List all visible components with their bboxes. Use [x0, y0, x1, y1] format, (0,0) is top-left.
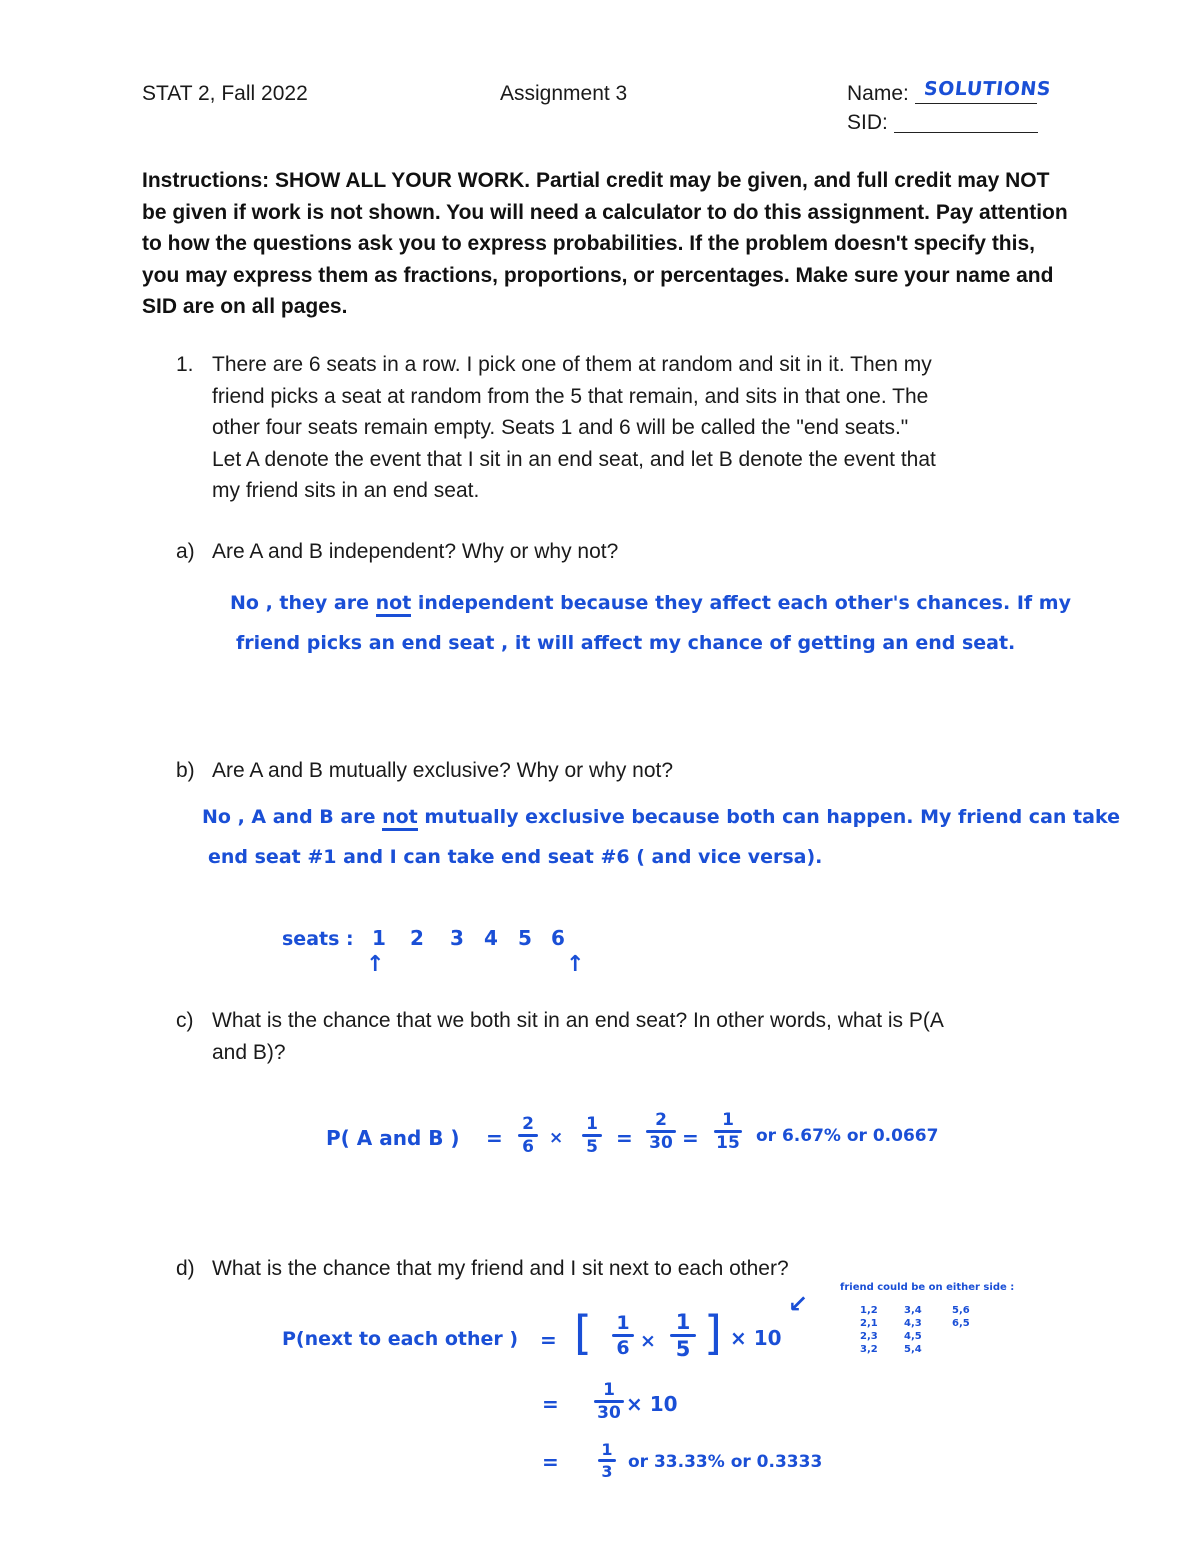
part-c-question	[212, 1005, 944, 1068]
numerator: 1	[722, 1110, 734, 1130]
part-b-label: b)	[176, 759, 195, 782]
seat-number: 6	[551, 926, 565, 950]
left-bracket: [	[574, 1306, 592, 1360]
problem-line: Let A denote the event that I sit in an end seat, and let B denote the event that	[212, 447, 936, 471]
seat-number: 3	[450, 926, 464, 950]
denominator: 3	[601, 1462, 613, 1481]
problem-line: friend picks a seat at random from the 5 that remain, and sits in that one. The	[212, 384, 929, 408]
name-value: SOLUTIONS	[922, 78, 1053, 100]
part-c-question-line: and B)?	[212, 1040, 286, 1064]
pair-column	[860, 1304, 878, 1356]
part-b-question: Are A and B mutually exclusive? Why or why not?	[212, 759, 674, 782]
numerator: 1	[586, 1114, 598, 1134]
pair: 3,2	[860, 1344, 878, 1355]
part-c-label: c)	[176, 1009, 194, 1032]
denominator: 30	[597, 1403, 621, 1423]
equals-sign: =	[616, 1126, 633, 1150]
answer-text: No , they are	[230, 592, 369, 614]
denominator: 5	[675, 1337, 691, 1361]
problem-line: There are 6 seats in a row. I pick one of them at random and sit in it. Then my	[212, 353, 932, 376]
seat-number: 2	[410, 926, 424, 950]
pair: 4,5	[904, 1331, 922, 1342]
equals-sign: =	[540, 1328, 557, 1352]
numerator: 2	[522, 1114, 534, 1134]
part-d-lhs: P(next to each other )	[282, 1328, 519, 1350]
part-a-label: a)	[176, 540, 195, 563]
problem-line: other four seats remain empty. Seats 1 and 6 will be called the "end seats."	[212, 416, 909, 439]
name-label: Name:	[847, 82, 909, 105]
answer-text: independent because they affect each other's chances. If my	[417, 592, 1071, 614]
arrow-down-left-icon: ↙	[788, 1290, 809, 1318]
seat-number: 1	[372, 926, 386, 950]
fraction	[646, 1110, 676, 1153]
part-a-answer-line1	[230, 592, 1071, 614]
fraction	[582, 1114, 602, 1157]
sid-label: SID:	[847, 111, 888, 134]
fraction	[518, 1114, 538, 1157]
numerator: 1	[675, 1310, 691, 1334]
part-d-label: d)	[176, 1257, 195, 1280]
answer-not-underlined: not	[382, 806, 418, 831]
assignment-title: Assignment 3	[500, 82, 628, 105]
multiplier: × 10	[730, 1326, 782, 1350]
arrow-up-icon: ↑	[566, 952, 585, 977]
part-d-tail: or 33.33% or 0.3333	[628, 1452, 823, 1472]
part-a-answer-line2: friend picks an end seat , it will affect my chance of getting an end seat.	[236, 632, 1016, 654]
seat-number: 4	[484, 926, 498, 950]
pair: 2,3	[860, 1331, 878, 1342]
multiplier: × 10	[626, 1392, 678, 1416]
name-line	[915, 103, 1037, 104]
equals-sign: =	[542, 1450, 559, 1474]
equals-sign: =	[486, 1126, 503, 1150]
part-d-question: What is the chance that my friend and I sit next to each other?	[212, 1257, 789, 1280]
pair: 6,5	[952, 1318, 970, 1329]
fraction	[670, 1310, 696, 1361]
seat-number: 5	[518, 926, 532, 950]
denominator: 6	[616, 1337, 630, 1359]
part-a-question: Are A and B independent? Why or why not?	[212, 540, 619, 563]
course-title: STAT 2, Fall 2022	[142, 82, 308, 105]
part-c-lhs: P( A and B )	[326, 1126, 460, 1150]
pair: 5,6	[952, 1305, 970, 1316]
seats-label: seats :	[282, 928, 354, 950]
instructions: Instructions: SHOW ALL YOUR WORK. Partial credit may be given, and full credit may NOT be given if work is not shown. You will need a calculator to do this assignment. Pay attention to how the questions ask you to express probabilities. If the problem doesn't specify this, you may express them as fractions, proportions, or percentages. Make sure your name and SID are on all pages.	[142, 169, 1068, 318]
pair: 3,4	[904, 1305, 922, 1316]
pair: 4,3	[904, 1318, 922, 1329]
denominator: 30	[649, 1133, 673, 1153]
equals-sign: =	[682, 1126, 699, 1150]
denominator: 15	[716, 1133, 740, 1153]
answer-text: No , A and B are	[202, 806, 376, 828]
pair-column	[904, 1304, 922, 1356]
pair: 5,4	[904, 1344, 922, 1355]
equals-sign: =	[542, 1392, 559, 1416]
pair-column	[952, 1304, 970, 1330]
fraction	[612, 1312, 634, 1359]
problem-number: 1.	[176, 353, 194, 376]
numerator: 2	[655, 1110, 667, 1130]
pair: 1,2	[860, 1305, 878, 1316]
denominator: 5	[586, 1137, 598, 1157]
times-sign: ×	[549, 1128, 564, 1148]
fraction	[598, 1440, 616, 1481]
sid-line	[894, 132, 1038, 133]
part-b-answer-line1	[202, 806, 1120, 828]
pair: 2,1	[860, 1318, 878, 1329]
numerator: 1	[601, 1440, 613, 1459]
problem-text	[212, 349, 1072, 507]
problem-line: my friend sits in an end seat.	[212, 479, 480, 502]
right-bracket: ]	[704, 1306, 722, 1360]
fraction	[594, 1380, 624, 1423]
numerator: 1	[603, 1380, 615, 1400]
arrow-up-icon: ↑	[366, 952, 385, 977]
fraction	[714, 1110, 742, 1153]
answer-not-underlined: not	[376, 592, 412, 617]
margin-note-title: friend could be on either side :	[840, 1282, 1015, 1293]
part-b-answer-line2: end seat #1 and I can take end seat #6 ( and vice versa).	[208, 846, 823, 868]
answer-text: mutually exclusive because both can happen. My friend can take	[424, 806, 1120, 828]
part-c-tail: or 6.67% or 0.0667	[756, 1126, 939, 1146]
part-c-question-line: What is the chance that we both sit in an end seat? In other words, what is P(A	[212, 1009, 944, 1032]
denominator: 6	[522, 1137, 534, 1157]
times-sign: ×	[640, 1330, 656, 1352]
numerator: 1	[616, 1312, 630, 1334]
